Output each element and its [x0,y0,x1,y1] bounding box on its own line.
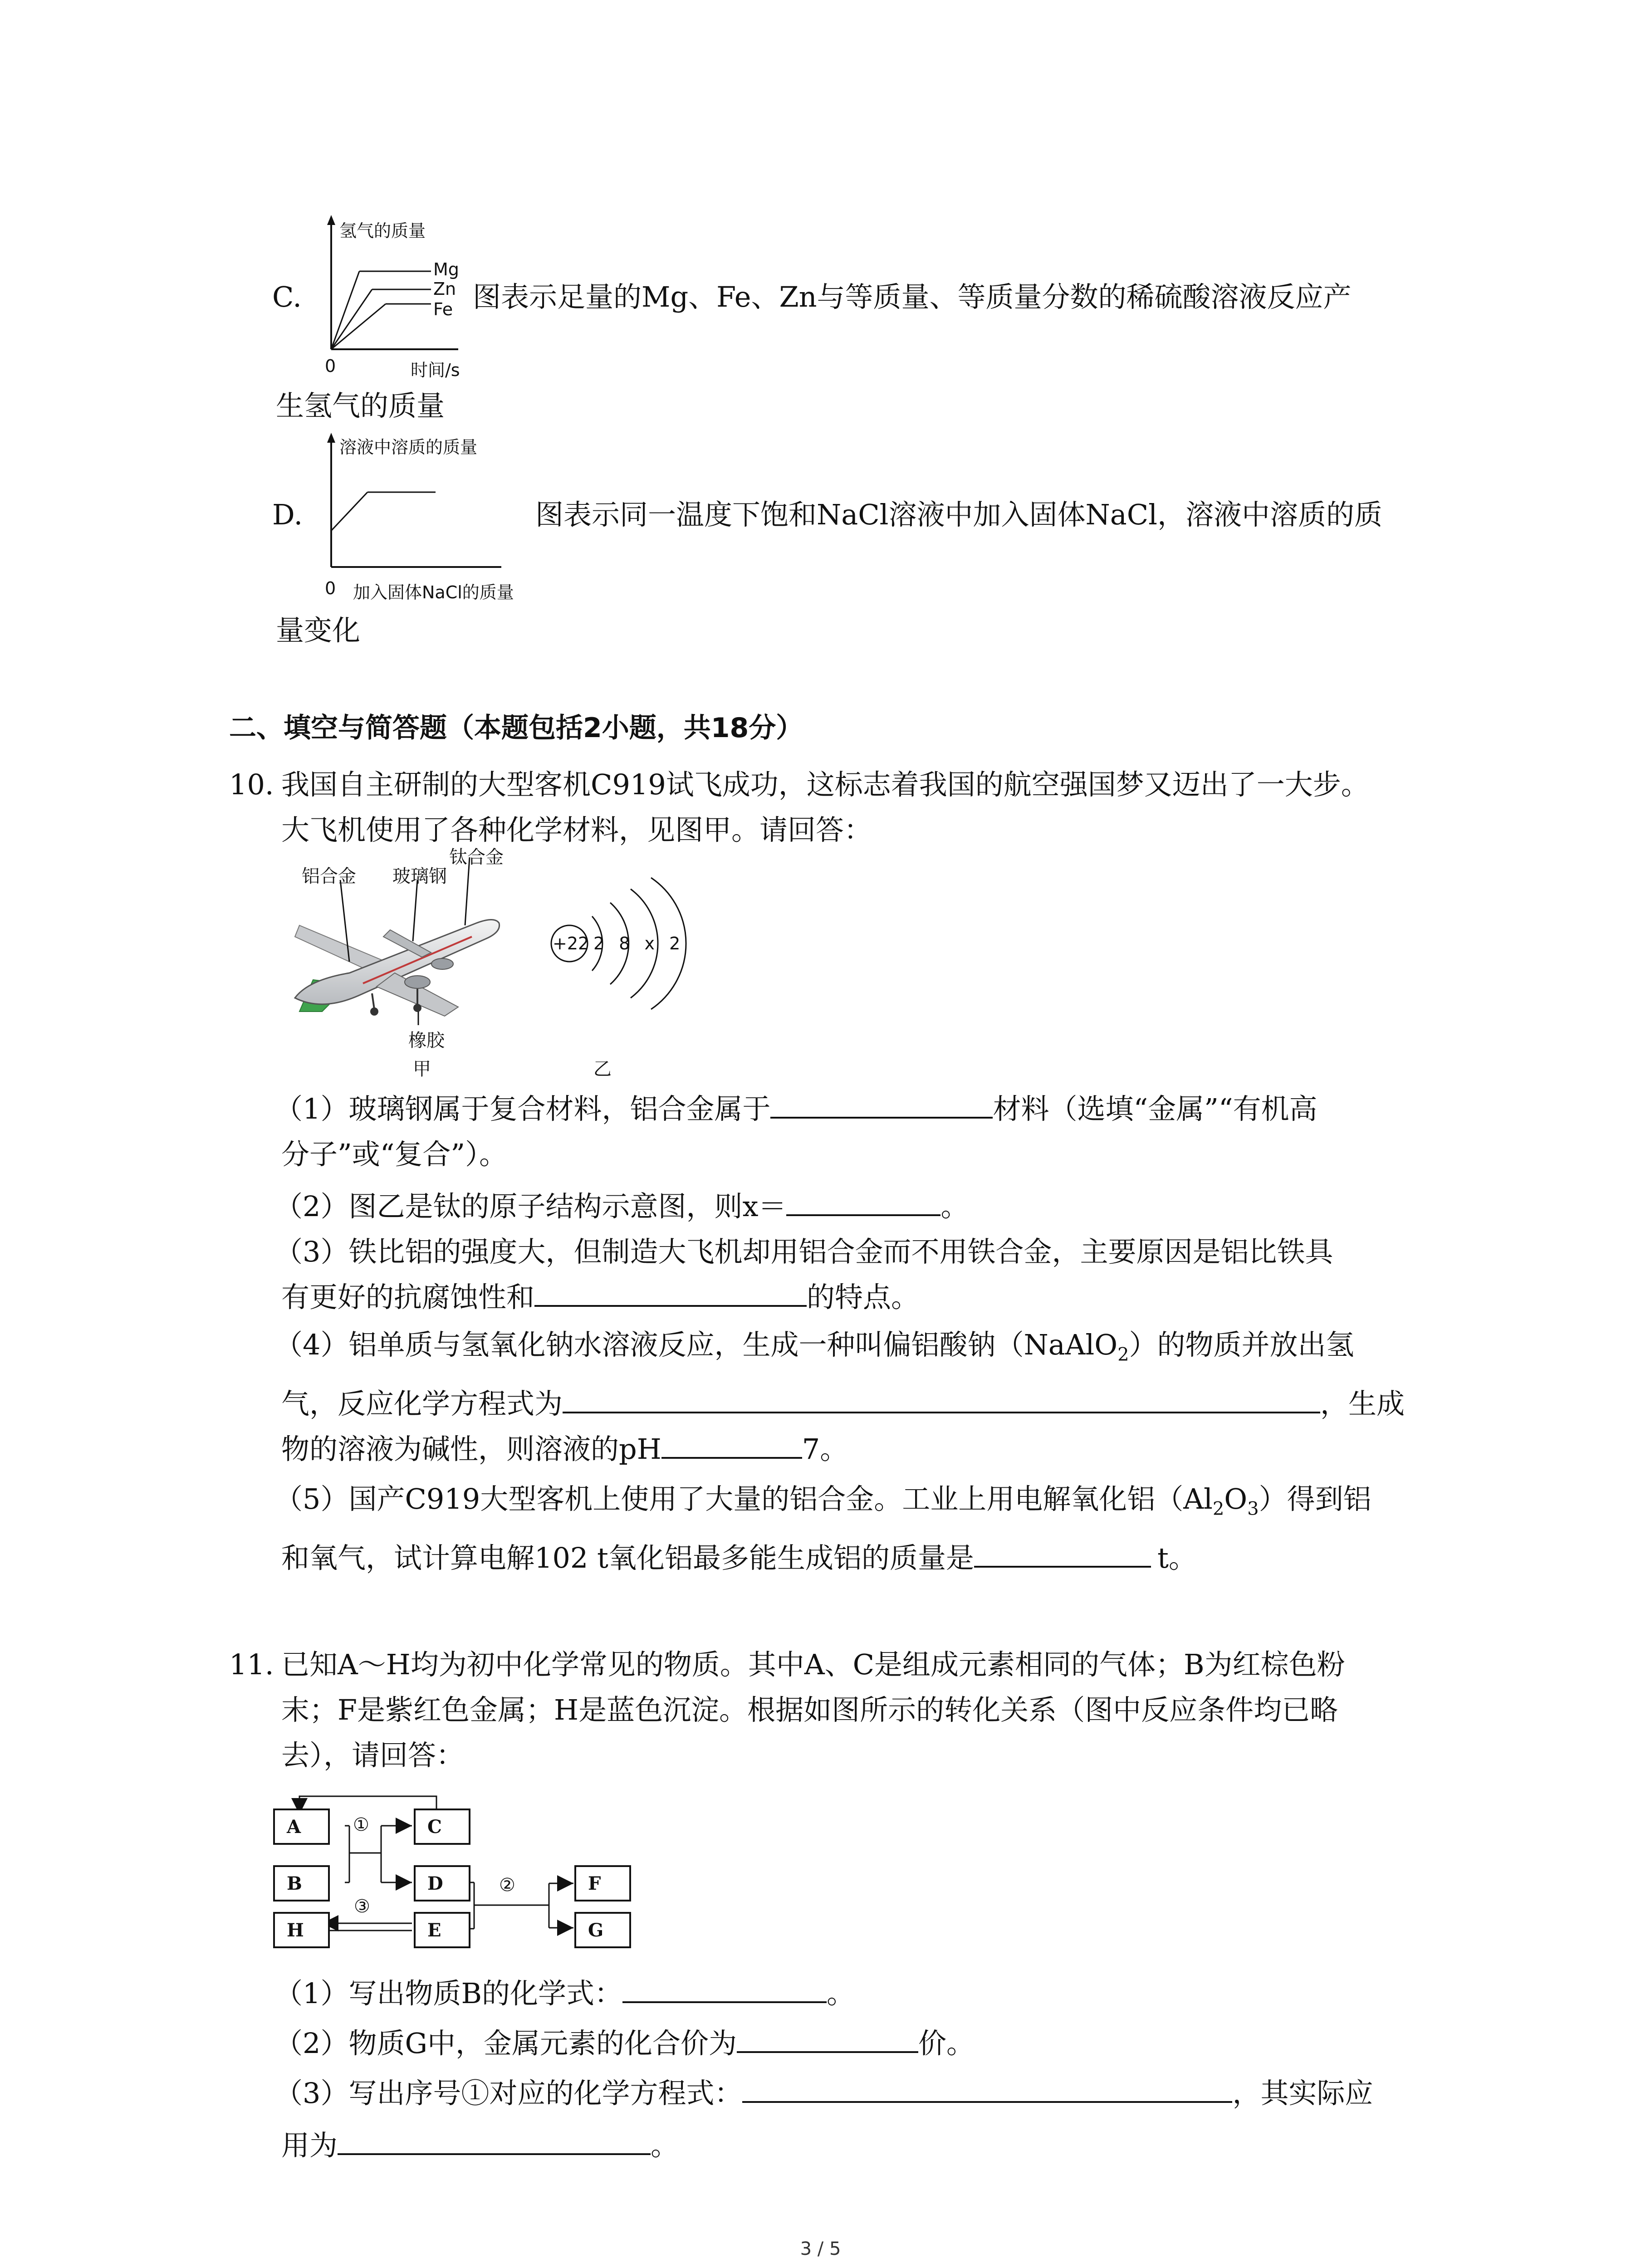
q10-part3-cont [281,1275,919,1320]
q10-part3: （3）铁比铝的强度大，但制造大飞机却用铝合金而不用铁合金，主要原因是铝比铁具 [274,1235,1333,1268]
q10-stem-line1: 我国自主研制的大型客机C919试飞成功，这标志着我国的航空强国梦又迈出了一大步。 [281,768,1369,801]
q10-part2-text: （2）图乙是钛的原子结构示意图，则x＝ [274,1190,787,1223]
diagram-box-f: F [574,1865,631,1901]
atom-shells: 2 8 x 2 [593,934,681,953]
q10-part4-line2 [281,1381,1405,1427]
q10-part4-text-b: 气，反应化学方程式为 [281,1387,563,1420]
q11-stem-line3: 去），请回答： [281,1739,465,1772]
q10-part4-sub: 2 [1117,1344,1129,1365]
q11-blank-1[interactable] [622,1973,827,2003]
option-d-text-cont: 量变化 [276,614,361,647]
q11-blank-2[interactable] [737,2023,918,2053]
q10-part5-sub2: 3 [1247,1498,1259,1520]
diagram-box-d: D [414,1865,470,1901]
graph-d-ylabel: 溶液中溶质的质量 [339,437,478,457]
option-c-letter: C. [272,280,302,313]
q10-part5-sub1: 2 [1212,1498,1225,1520]
q11-part2-end: 价。 [918,2027,975,2060]
q10-part4-text: （4）铝单质与氢氧化钠水溶液反应，生成一种叫偏铝酸钠（NaAlO [274,1328,1118,1361]
q11-part2-text: （2）物质G中，金属元素的化合价为 [274,2027,737,2060]
atom-nucleus: +22 [553,934,589,953]
diagram-step-1: ① [353,1814,369,1835]
option-c-text: 图表示足量的Mg、Fe、Zn与等质量、等质量分数的稀硫酸溶液反应产 [473,280,1352,313]
graph-c-ylabel: 氢气的质量 [339,221,426,241]
q10-part5 [274,1476,1372,1531]
caption-yi: 乙 [593,1059,612,1080]
q11-blank-4[interactable] [338,2125,651,2155]
q10-part4-text-end: ）的物质并放出氢 [1129,1328,1354,1361]
q10-part1 [274,1086,1318,1132]
q10-part4-end: 7。 [802,1432,848,1466]
q10-part5-text: （5）国产C919大型客机上使用了大量的铝合金。工业上用电解氧化铝（Al [274,1482,1213,1515]
diagram-box-c: C [414,1809,470,1845]
graph-c-origin: 0 [325,356,336,376]
diagram-box-a: A [273,1809,330,1845]
q11-part3-line2 [281,2123,679,2168]
q10-blank-3[interactable] [534,1277,807,1307]
graph-c-mg: Mg [433,259,459,279]
q10-blank-4[interactable] [563,1383,1320,1413]
q10-part3-end: 的特点。 [807,1281,920,1314]
diagram-box-g: G [574,1912,631,1948]
q11-number: 11. [229,1648,274,1681]
label-titanium-alloy: 钛合金 [449,847,504,868]
q11-stem-line1: 已知A～H均为初中化学常见的物质。其中A、C是组成元素相同的气体；B为红棕色粉 [281,1648,1345,1681]
q10-number: 10. [229,768,274,801]
q11-part3-text-b: ，其实际应 [1232,2077,1373,2110]
graph-d-origin: 0 [325,578,336,598]
q11-part3-text: （3）写出序号①对应的化学方程式： [274,2077,743,2110]
q11-part2 [274,2021,975,2066]
graph-c-xlabel: 时间/s [411,360,460,380]
q11-part1 [274,1971,855,2016]
q10-blank-5[interactable] [661,1429,802,1459]
diagram-step-2: ② [499,1875,515,1896]
q11-part3-text-c: 用为 [281,2129,338,2162]
q10-part3-text-b: 有更好的抗腐蚀性和 [281,1281,535,1314]
q10-part5-text-b: 和氧气，试计算电解102 t氧化铝最多能生成铝的质量是 [281,1541,974,1574]
q11-part3-end: 。 [651,2129,679,2162]
q10-part5-end: t。 [1157,1541,1197,1574]
q10-blank-1[interactable] [770,1089,993,1119]
diagram-box-e: E [414,1912,470,1948]
q10-part4-text-d: 物的溶液为碱性，则溶液的pH [281,1432,661,1466]
graph-c-fe: Fe [433,299,453,319]
diagram-box-h: H [273,1912,330,1948]
q11-part1-text: （1）写出物质B的化学式： [274,1977,623,2010]
q10-part5-mid: O [1224,1482,1248,1515]
q11-stem-line2: 末；F是紫红色金属；H是蓝色沉淀。根据如图所示的转化关系（图中反应条件均已略 [281,1693,1338,1726]
q10-blank-6[interactable] [974,1538,1151,1568]
graph-c-zn: Zn [433,279,456,299]
label-aluminum-alloy: 铝合金 [302,866,356,887]
q10-part2-end: 。 [941,1190,969,1223]
q10-part1-text: （1）玻璃钢属于复合材料，铝合金属于 [274,1092,771,1125]
q10-part1-cont: 分子”或“复合”）。 [281,1138,508,1171]
label-rubber: 橡胶 [408,1030,445,1051]
section-heading: 二、填空与简答题（本题包括2小题，共18分） [229,712,803,744]
q10-part4-line3 [281,1427,848,1472]
page-number: 3 / 5 [800,2239,841,2259]
option-c-text-cont: 生氢气的质量 [276,389,445,422]
q10-part5-text-end: ）得到铝 [1259,1482,1372,1515]
caption-jia: 甲 [413,1059,431,1080]
q10-part2 [274,1184,969,1229]
diagram-step-3: ③ [354,1896,370,1917]
q11-blank-3[interactable] [742,2073,1232,2103]
option-d-text: 图表示同一温度下饱和NaCl溶液中加入固体NaCl，溶液中溶质的质 [535,498,1382,531]
q10-part5-line2 [281,1535,1197,1581]
diagram-box-b: B [273,1865,330,1901]
q10-blank-2[interactable] [786,1186,941,1216]
q10-part4 [274,1322,1354,1377]
q10-part1-text-b: 材料（选填“金属”“有机高 [993,1092,1318,1125]
q10-part4-text-c: ，生成 [1320,1387,1405,1420]
q10-stem-line2: 大飞机使用了各种化学材料，见图甲。请回答： [281,813,872,846]
label-fiberglass: 玻璃钢 [392,866,447,887]
q11-part3 [274,2071,1373,2116]
graph-d-xlabel: 加入固体NaCl的质量 [353,582,514,602]
option-d-letter: D. [272,498,303,531]
q11-part1-end: 。 [827,1977,855,2010]
